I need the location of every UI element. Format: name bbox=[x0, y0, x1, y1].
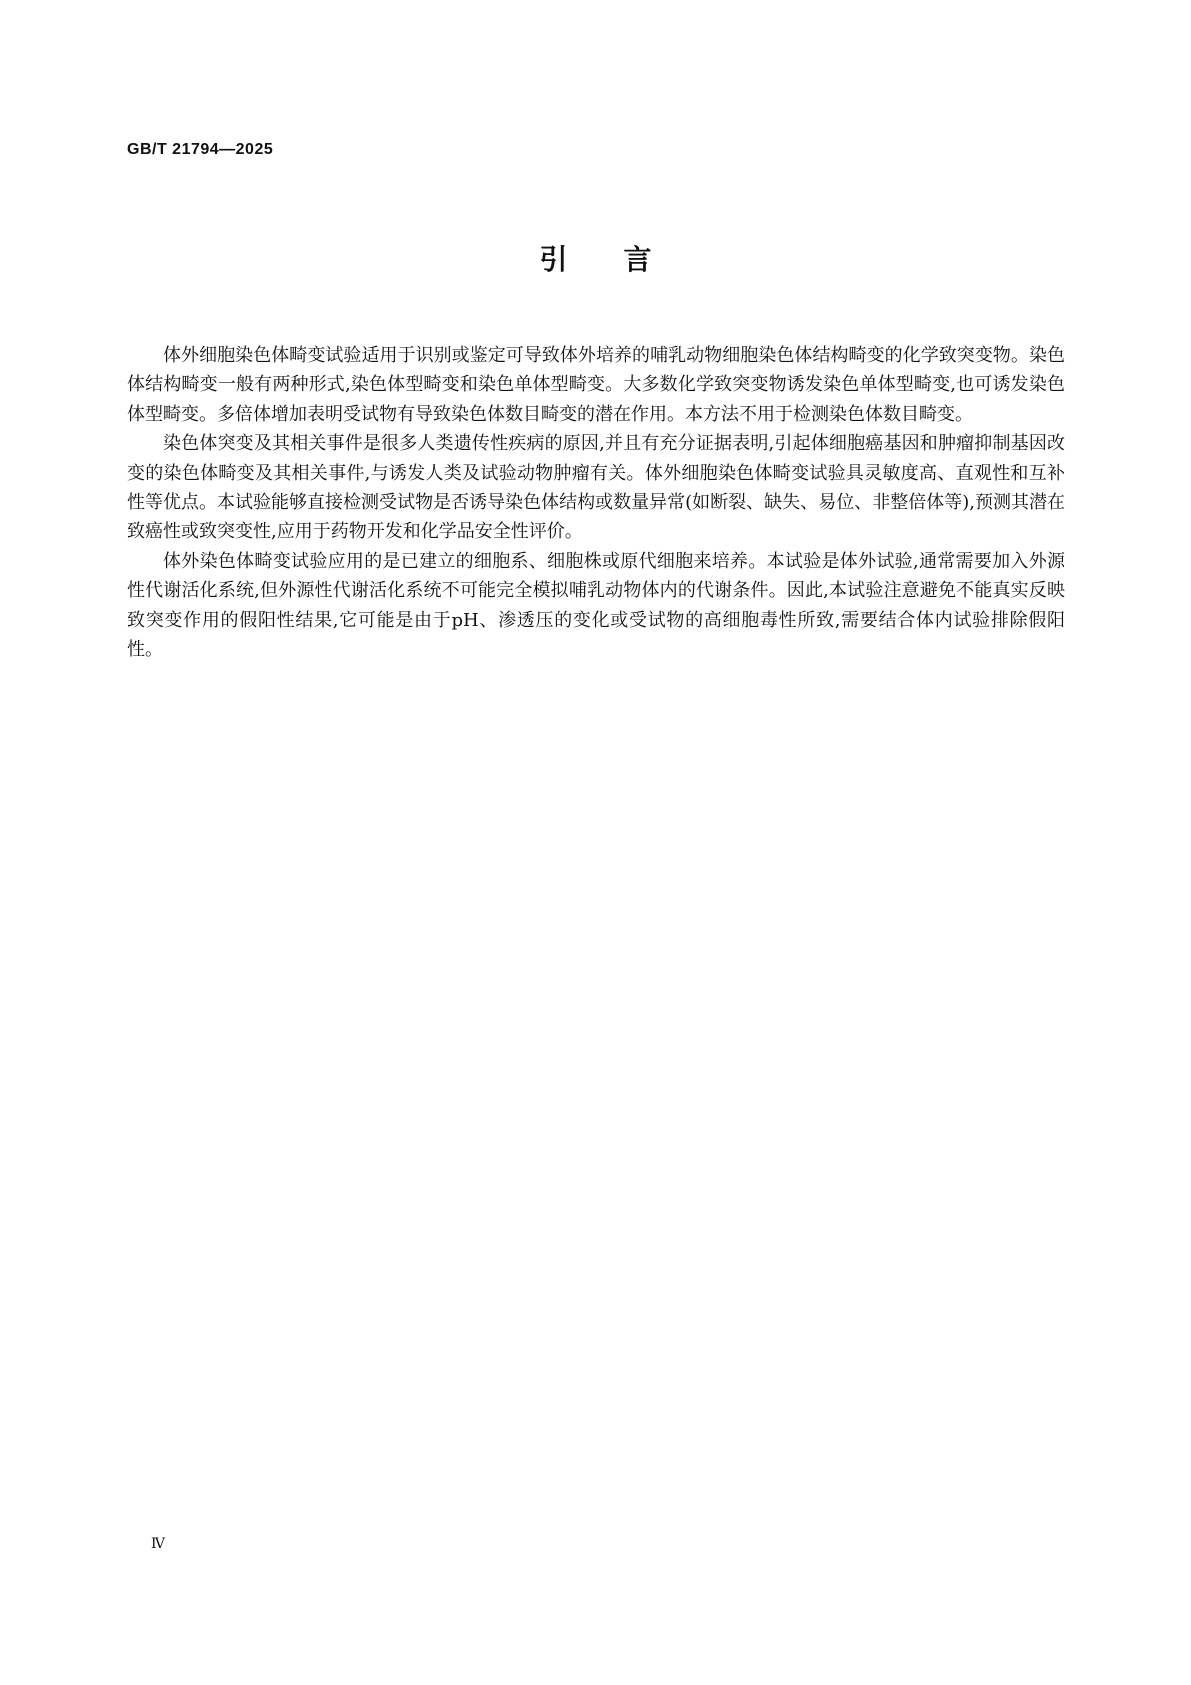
page-number: Ⅳ bbox=[151, 1537, 165, 1552]
standard-code: GB/T 21794—2025 bbox=[127, 141, 274, 158]
paragraph-1: 体外细胞染色体畸变试验适用于识别或鉴定可导致体外培养的哺乳动物细胞染色体结构畸变的化学致突变物。染色体结构畸变一般有两种形式,染色体型畸变和染色单体型畸变。大多数化学致突变物诱发染色单体型畸变,也可诱发染色体型畸变。多倍体增加表明受试物有导致染色体数目畸变的潜在作用。本方法不用于检测染色体数目畸变。 bbox=[127, 345, 1065, 425]
paragraph-3: 体外染色体畸变试验应用的是已建立的细胞系、细胞株或原代细胞来培养。本试验是体外试验,通常需要加入外源性代谢活化系统,但外源性代谢活化系统不可能完全模拟哺乳动物体内的代谢条件。因此,本试验注意避免不能真实反映致突变作用的假阳性结果,它可能是由于pH、渗透压的变化或受试物的高细胞毒性所致,需要结合体内试验排除假阳性。 bbox=[127, 550, 1065, 661]
introduction-body bbox=[127, 341, 1065, 664]
section-title: 引言 bbox=[539, 243, 708, 276]
paragraph-2: 染色体突变及其相关事件是很多人类遗传性疾病的原因,并且有充分证据表明,引起体细胞癌基因和肿瘤抑制基因改变的染色体畸变及其相关事件,与诱发人类及试验动物肿瘤有关。体外细胞染色体畸变试验具灵敏度高、直观性和互补性等优点。本试验能够直接检测受试物是否诱导染色体结构或数量异常(如断裂、缺失、易位、非整倍体等),预测其潜在致癌性或致突变性,应用于药物开发和化学品安全性评价。 bbox=[127, 433, 1065, 543]
